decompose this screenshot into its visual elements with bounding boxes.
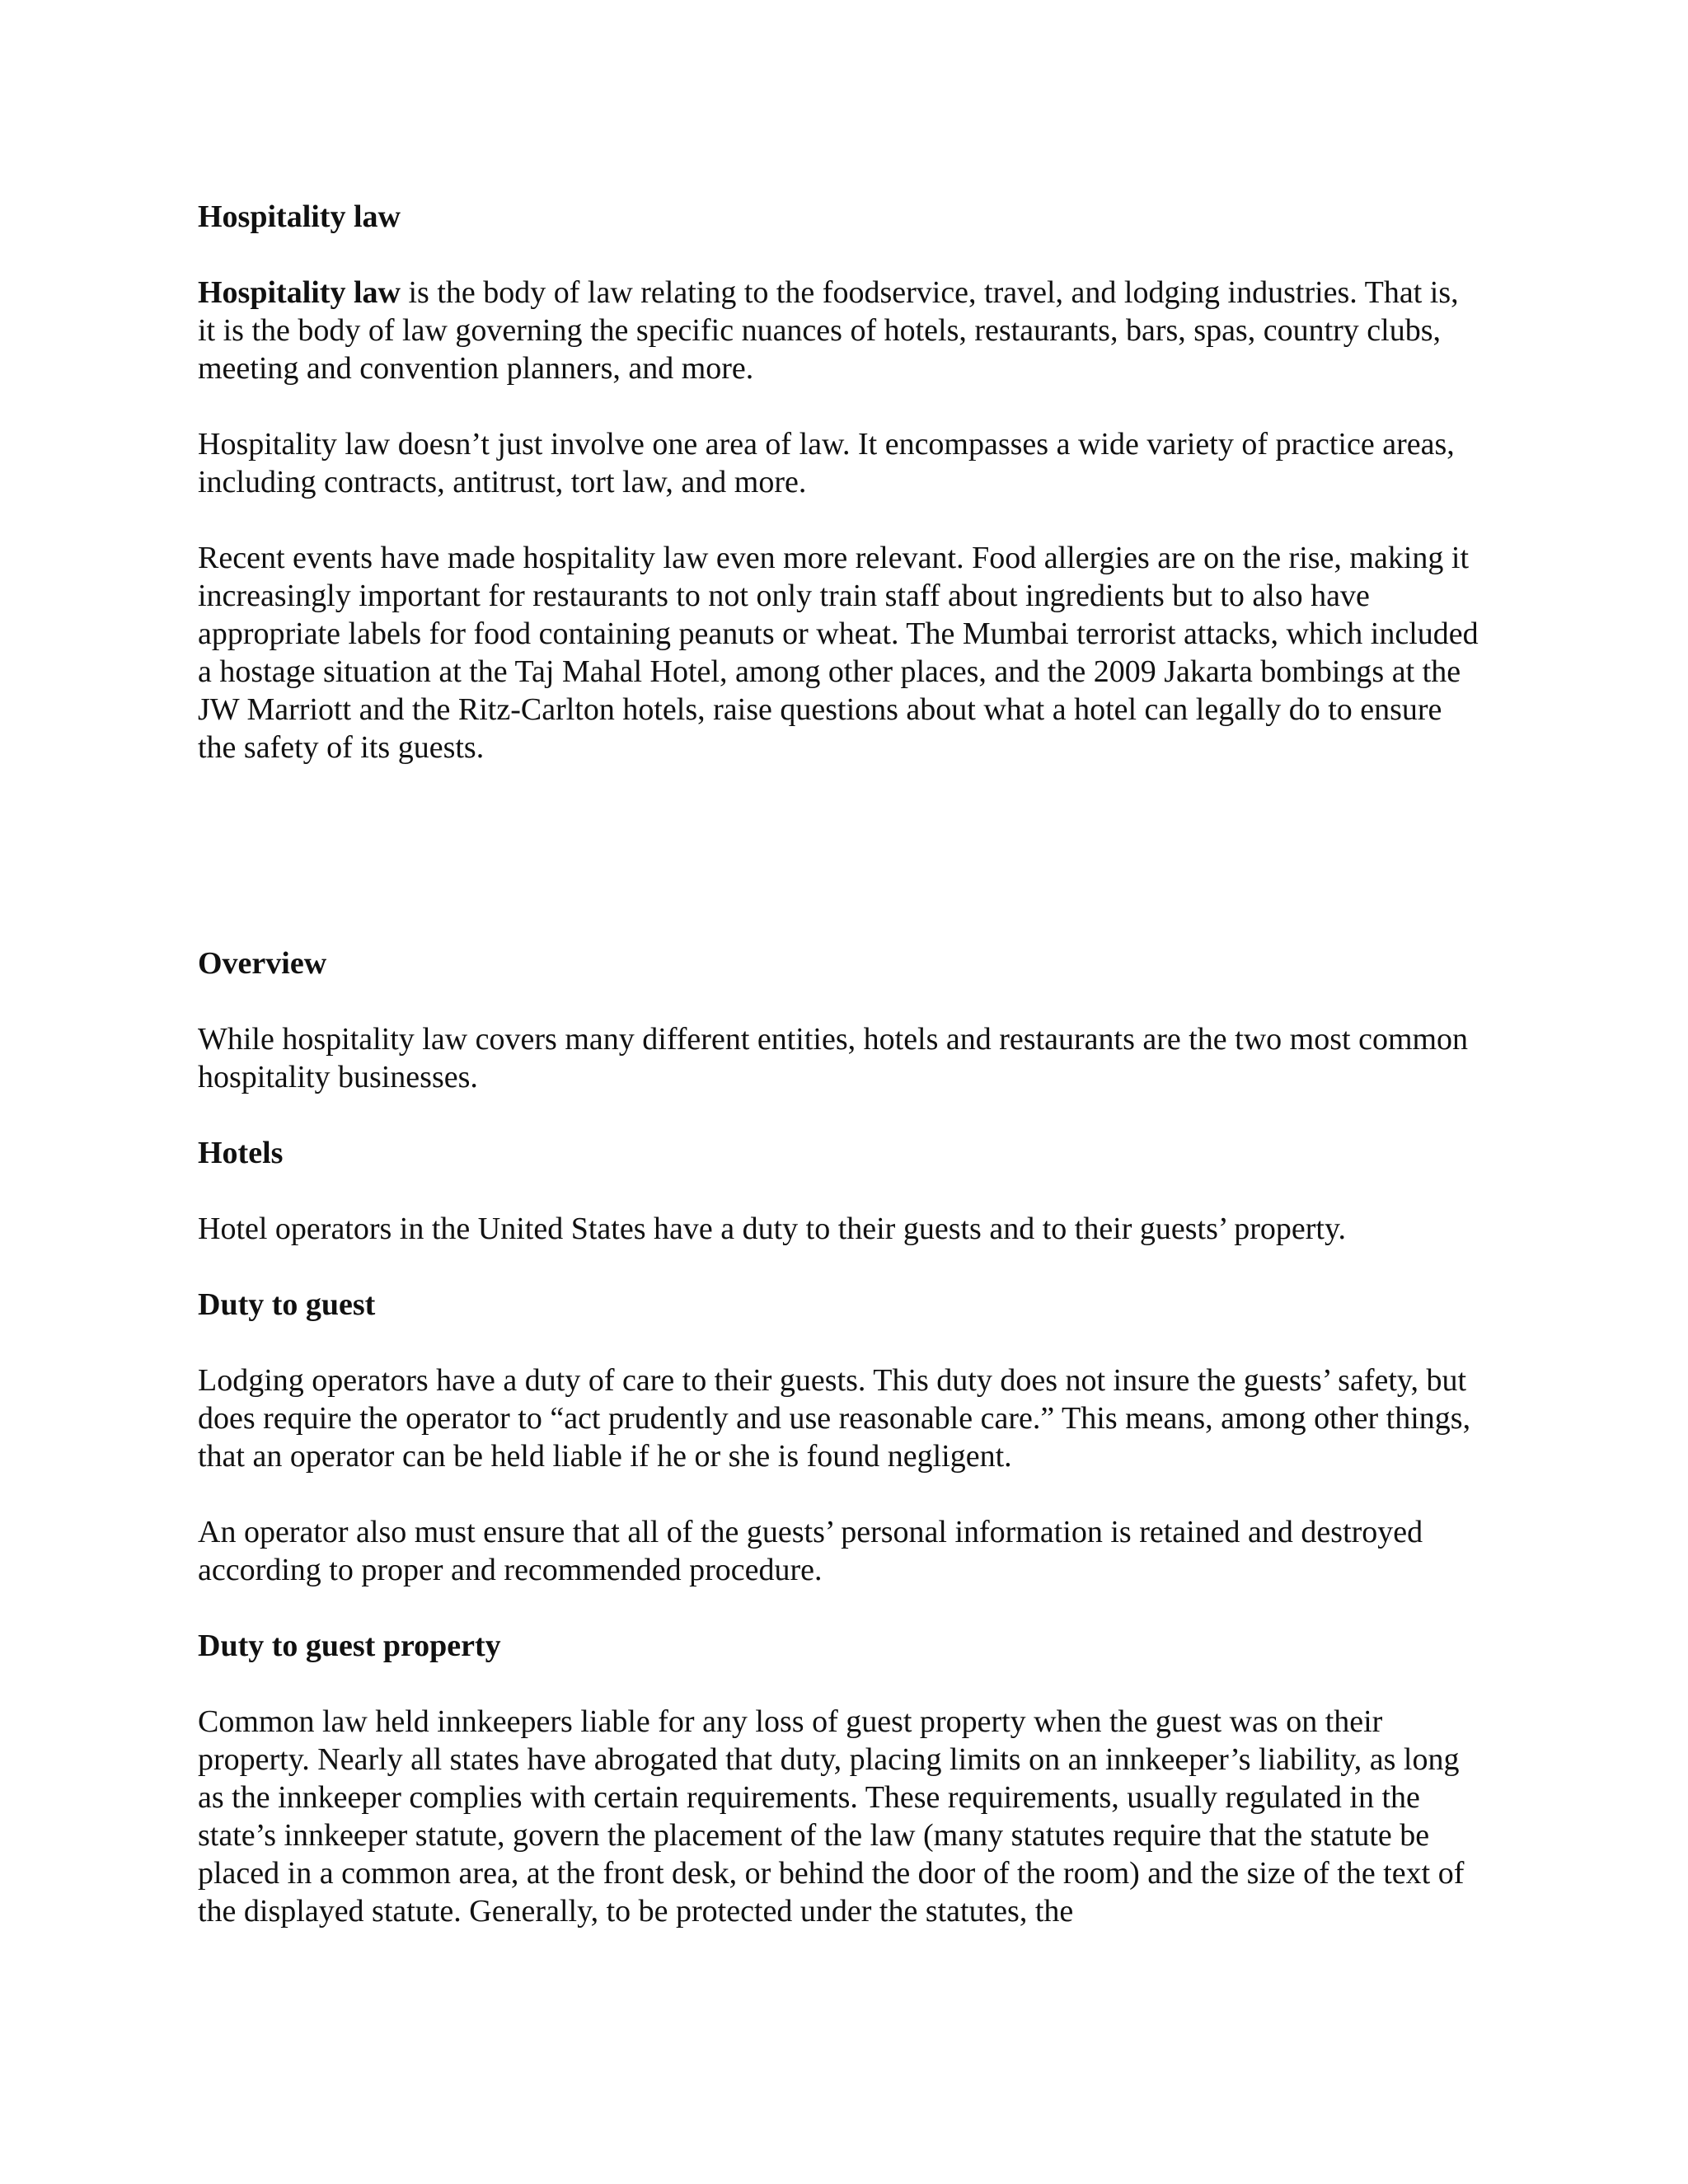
document-title: Hospitality law xyxy=(198,199,401,234)
hotels-heading: Hotels xyxy=(198,1136,284,1170)
recent-events-paragraph: Recent events have made hospitality law even more relevant. Food allergies are on the rise, making it increasingly important for restaurants to not only train staff about ingredients but to also have appropriate labels for food containing peanuts or wheat. The Mumbai terrorist attacks, which included a hostage situation at the Taj Mahal Hotel, among other places, and the 2009 Jakarta bombings at the JW Marriott and the Ritz-Carlton hotels, raise questions about what a hotel can legally do to ensure the safety of its guests. xyxy=(198,541,1479,765)
hotels-paragraph: Hotel operators in the United States have a duty to their guests and to their guests’ property. xyxy=(198,1212,1346,1246)
overview-section xyxy=(198,944,1484,1096)
section-gap xyxy=(198,804,1484,944)
intro-text: is the body of law relating to the foodservice, travel, and lodging industries. That is, it is the body of law governing the specific nuances of hotels, restaurants, bars, spas, country clubs, meeting and convention planners, and more. xyxy=(198,275,1459,386)
overview-heading: Overview xyxy=(198,946,327,981)
duty-to-guest-property-heading: Duty to guest property xyxy=(198,1629,501,1663)
overview-paragraph: While hospitality law covers many different entities, hotels and restaurants are the two most common hospitality businesses. xyxy=(198,1022,1469,1094)
hotels-section xyxy=(198,1134,1484,1248)
intro-paragraph xyxy=(198,274,1484,387)
intro-lead: Hospitality law xyxy=(198,275,401,310)
duty-to-guest-heading: Duty to guest xyxy=(198,1287,376,1322)
document-content xyxy=(198,198,1484,1968)
duty-to-guest-paragraph-information: An operator also must ensure that all of the guests’ personal information is retained and destroyed according to proper and recommended procedure. xyxy=(198,1515,1423,1587)
duty-to-guest-paragraph-care: Lodging operators have a duty of care to their guests. This duty does not insure the guests’ safety, but does require the operator to “act prudently and use reasonable care.” This means, among other things, that an operator can be held liable if he or she is found negligent. xyxy=(198,1363,1471,1474)
duty-to-guest-property-section xyxy=(198,1627,1484,1930)
duty-to-guest-property-paragraph: Common law held innkeepers liable for any loss of guest property when the guest was on their property. Nearly all states have abrogated that duty, placing limits on an innkeeper’s liability, as long as the innkeeper complies with certain requirements. These requirements, usually regulated in the state’s innkeeper statute, govern the placement of the law (many statutes require that the statute be placed in a common area, at the front desk, or behind the door of the room) and the size of the text of the displayed statute. Generally, to be protected under the statutes, the xyxy=(198,1704,1465,1929)
duty-to-guest-section xyxy=(198,1286,1484,1589)
practice-areas-paragraph: Hospitality law doesn’t just involve one area of law. It encompasses a wide variety of practice areas, including contracts, antitrust, tort law, and more. xyxy=(198,427,1455,499)
